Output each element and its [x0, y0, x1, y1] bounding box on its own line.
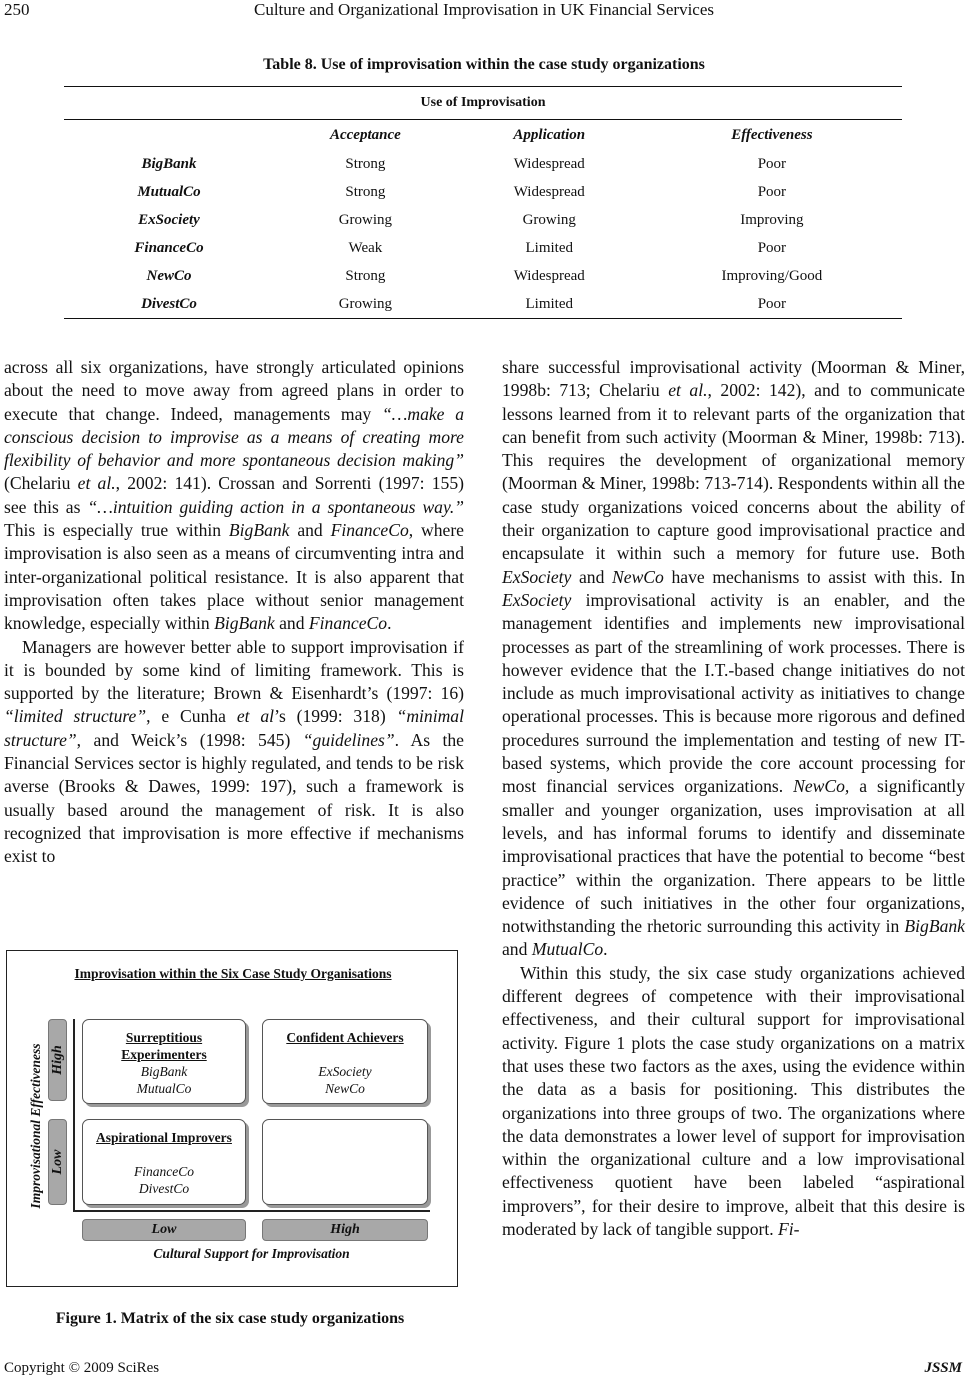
figure-title: Improvisation within the Six Case Study Organisations — [74, 966, 392, 981]
table-corner — [64, 120, 274, 151]
text-run: . — [603, 939, 608, 960]
table-cell-effectiveness: Poor — [757, 239, 787, 256]
text-run: “limited structure” — [4, 706, 147, 727]
text-run: and — [289, 520, 331, 541]
table-cell-application: Limited — [525, 239, 573, 256]
right-column — [502, 356, 965, 1241]
copyright: Copyright © 2009 SciRes — [4, 1360, 160, 1376]
table-cell-org: MutualCo — [137, 183, 201, 200]
text-run: “…make a conscious decision to improvise as a means of creating more flexibility of behavior and more spontaneous decision making” — [4, 403, 465, 471]
text-run: ExSociety — [502, 589, 572, 610]
text-run: FinanceCo — [330, 520, 409, 541]
figure-matrix — [6, 950, 458, 1287]
quadrant-confident-achievers: Confident Achievers ExSociety NewCo — [262, 1019, 428, 1104]
x-axis-label: Cultural Support for Improvisation — [153, 1246, 350, 1261]
improvisation-table — [64, 86, 902, 319]
table-body — [64, 150, 902, 319]
table-row — [64, 234, 902, 262]
text-run: Fi- — [778, 1218, 800, 1239]
paragraph — [502, 962, 965, 1242]
table-cell-effectiveness: Poor — [757, 183, 787, 200]
table-cell-acceptance: Growing — [338, 211, 393, 228]
y-axis-label: Improvisational Effectiveness — [28, 1043, 43, 1209]
table-row — [64, 150, 902, 178]
text-run: Managers are however better able to support improvisation if it is bounded by some kind of limiting framework. This is supported by the literature; Brown & Eisenhardt’s (1997: 16) — [4, 636, 464, 704]
text-run: “…intuition guiding action in a spontaneous way.” — [87, 496, 464, 517]
table-cell-org: NewCo — [146, 267, 192, 284]
text-run: et al — [236, 706, 275, 727]
text-run: FinanceCo — [308, 613, 388, 634]
column-header: Effectiveness — [731, 126, 813, 143]
text-run: , 2002: 141). Crossan and Sorrenti (1997: 155) see this as — [4, 473, 464, 517]
table-cell-org: ExSociety — [138, 211, 200, 228]
text-run: . — [387, 613, 392, 634]
text-run: . As the Financial Services sector is highly regulated, and tends to be risk averse (Brooks & Dawes, 1999: 197), such a framework is usually based around the management of risk. It is also recognized that improvisation is more effective if mechanisms exist to — [4, 729, 464, 867]
table-row — [64, 206, 902, 234]
text-run: , and Weick’s (1998: 545) — [76, 729, 303, 750]
table-cell-effectiveness: Poor — [757, 155, 787, 172]
y-level-high: High — [48, 1019, 67, 1101]
table-row — [64, 262, 902, 290]
x-axis-line — [73, 1210, 430, 1212]
text-run: NewCo — [612, 566, 664, 587]
text-run: have mechanisms to assist with this. In — [663, 566, 965, 587]
text-run: et al. — [668, 380, 708, 401]
page-header — [0, 0, 968, 24]
text-run: BigBank — [214, 613, 275, 634]
table-cell-application: Widespread — [513, 155, 585, 172]
column-header: Application — [513, 126, 586, 143]
table-cell-application: Widespread — [513, 183, 585, 200]
table-caption: Table 8. Use of improvisation within the case study organizations — [263, 56, 705, 73]
table-cell-acceptance: Strong — [345, 267, 386, 284]
text-run: improvisational activity is an enabler, and the management identifies and implements new improvisational processes as part of the streamlining of work processes. There is however evidence that the I.T.-based change initiatives do not include as much improvisational activity as initiatives to change operational processes. This is because more rigorous and defined procedures surround the implementation and testing of new IT-based systems, which provide the core account processing for most financial services organizations. — [502, 589, 965, 797]
y-axis-line — [73, 1019, 75, 1211]
text-run: , e Cunha — [146, 706, 237, 727]
page-footer — [0, 1360, 968, 1384]
table-cell-acceptance: Growing — [274, 290, 457, 319]
text-run: Within this study, the six case study organizations achieved different degrees of competence with their improvisational effectiveness, and their cultural support for improvisational activity. Figure 1 plots the case study organizations on a matrix that uses these two factors as the axes, using the evidence within the data as a basis for positioning. This distributes the organizations into three groups of two. The organizations where the data demonstrates a lower level of support for improvisation within the organizational culture and a low improvisational effectiveness quotient have been labeled “aspirational improvers”, for their desire to improve, albeit that this desire is moderated by lack of tangible support. — [502, 962, 965, 1239]
table-cell-acceptance: Strong — [345, 155, 386, 172]
x-level-low: Low — [82, 1219, 246, 1241]
text-run: and — [502, 939, 532, 960]
text-run: ExSociety — [502, 566, 572, 587]
text-run: “guidelines” — [302, 729, 395, 750]
table-cell-org: DivestCo — [64, 290, 274, 319]
text-run: BigBank — [228, 520, 290, 541]
table-cell-application: Limited — [457, 290, 642, 319]
text-run: across all six organizations, have strongly articulated opinions about the need to move away from agreed plans in order to execute that change. Indeed, managements may — [4, 357, 464, 424]
table-cell-application: Growing — [522, 211, 576, 228]
text-run: MutualCo — [531, 939, 604, 960]
left-column — [4, 356, 464, 869]
table-group-header: Use of Improvisation — [64, 87, 902, 120]
table-row — [64, 290, 902, 319]
text-run: a significantly smaller and younger organization, uses improvisation at all levels, and has informal forums to identify and disseminate improvisational practices that have the potential to become “best practice” within the organization. There appears to be little evidence of such initiatives in the other four organizations, notwithstanding the rhetoric surrounding this activity in — [502, 776, 965, 937]
paragraph — [4, 636, 464, 869]
text-run: This is especially true within — [4, 520, 229, 541]
table-cell-effectiveness: Poor — [642, 290, 902, 319]
quadrant-surreptitious-experimenters: Surreptitious Experimenters BigBank MutualCo — [82, 1019, 246, 1104]
journal-name: JSSM — [924, 1360, 962, 1376]
text-run: NewCo, — [793, 776, 850, 797]
table-cell-acceptance: Weak — [348, 239, 383, 256]
text-run: and — [274, 613, 309, 634]
page-number: 250 — [4, 0, 30, 19]
text-run: BigBank — [904, 916, 965, 937]
column-header: Acceptance — [329, 126, 401, 143]
text-run: ’s (1999: 318) — [274, 706, 397, 727]
figure-caption: Figure 1. Matrix of the six case study organizations — [55, 1310, 405, 1327]
table-cell-effectiveness: Improving/Good — [721, 267, 823, 284]
y-level-low: Low — [48, 1119, 67, 1205]
text-run: “minimal structure” — [4, 706, 464, 750]
text-run: (Chelariu — [4, 473, 78, 494]
quadrant-empty — [262, 1119, 428, 1205]
table-cell-application: Widespread — [513, 267, 585, 284]
paragraph — [4, 356, 464, 636]
x-level-high: High — [262, 1219, 428, 1241]
text-run: share successful improvisational activity (Moorman & Miner, 1998b: 713; Chelariu — [502, 357, 965, 401]
text-run: et al. — [77, 473, 116, 494]
running-title: Culture and Organizational Improvisation in UK Financial Services — [254, 0, 714, 19]
table-cell-acceptance: Strong — [345, 183, 386, 200]
table-cell-org: BigBank — [141, 155, 197, 172]
table-cell-effectiveness: Improving — [740, 211, 804, 228]
paragraph — [502, 356, 965, 962]
text-run: , where improvisation is also seen as a means of circumventing intra and inter-organizational political resistance. It is also apparent that improvisation often takes place without senior management knowledge, especially within — [4, 520, 464, 634]
text-run: and — [571, 566, 613, 587]
table-cell-org: FinanceCo — [134, 239, 204, 256]
quadrant-aspirational-improvers: Aspirational Improvers FinanceCo DivestCo — [82, 1119, 246, 1205]
text-run: , 2002: 142), and to communicate lessons learned from it to relevant parts of the organization that can benefit from such activity (Moorman & Miner, 1998b: 713). This requires the development of organizational memory (Moorman & Miner, 1998b: 713-714). Respondents within all the case study organizations voiced concerns about the ability of their organization to capture good improvisational practice and encapsulate it within such a memory for future use. Both — [502, 380, 965, 564]
table-row — [64, 178, 902, 206]
